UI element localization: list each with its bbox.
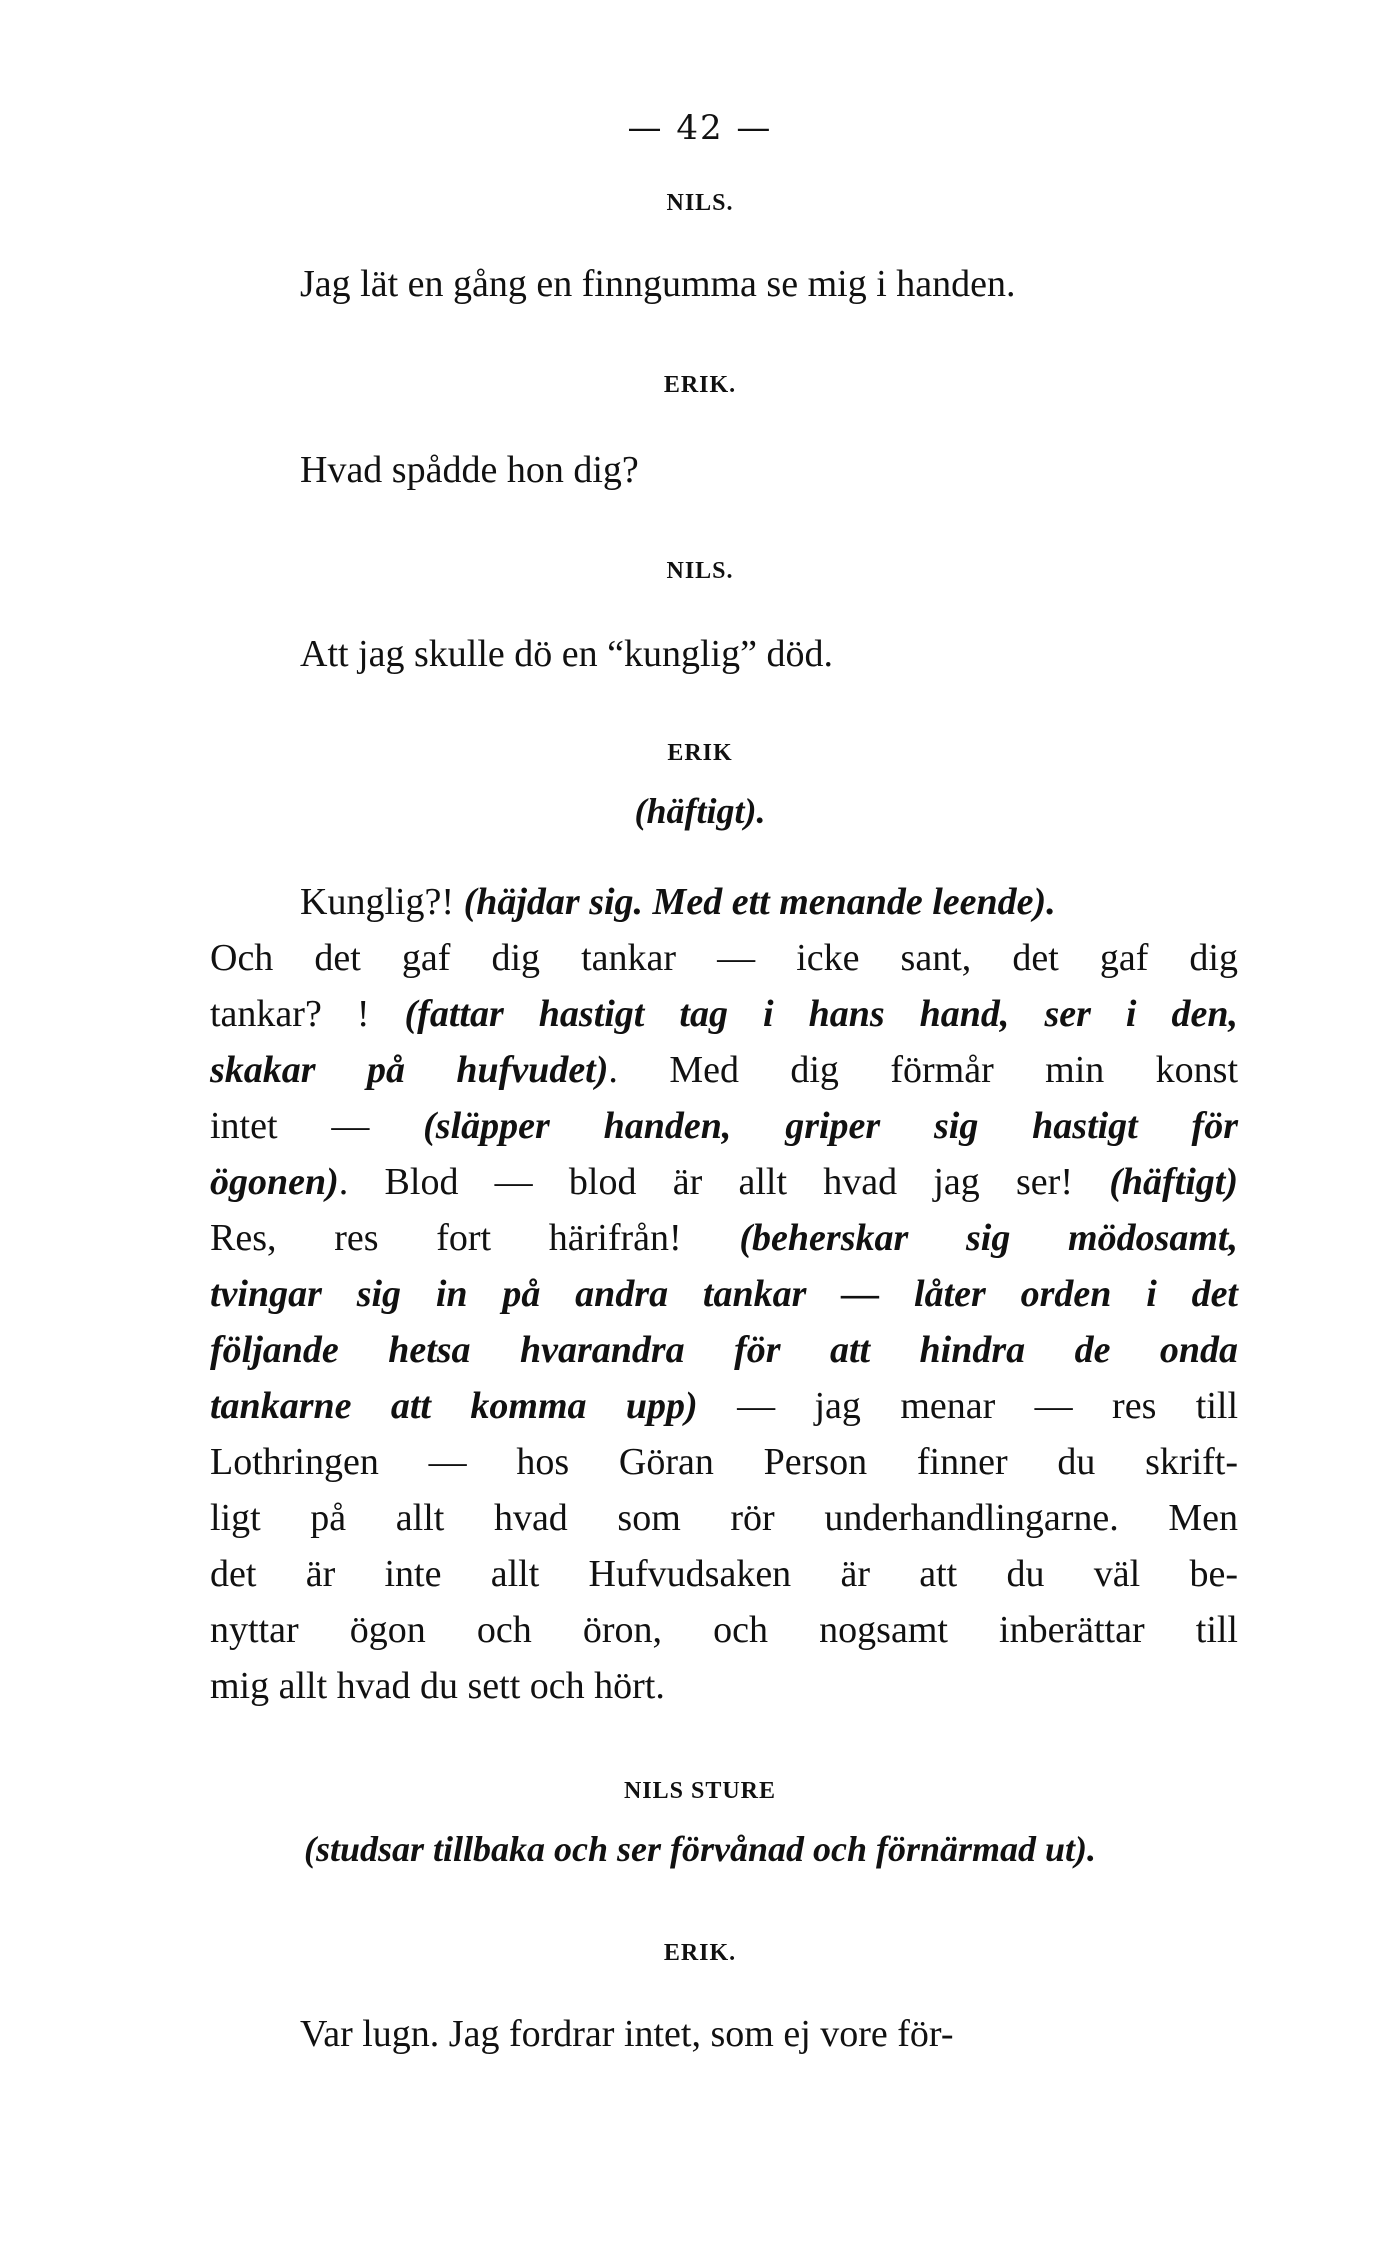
speech-text: Res, res fort härifrån!	[210, 1217, 740, 1259]
speech-text: . Med dig förmår min konst	[608, 1049, 1239, 1091]
speech-text: nyttar ögon och öron, och nogsamt inberättar till	[210, 1609, 1238, 1651]
speech-line	[210, 1328, 1238, 1372]
speech-text: Lothringen — hos Göran Person finner du skrift-	[210, 1441, 1238, 1483]
speech-line	[210, 1608, 1238, 1652]
speech-line	[210, 1496, 1238, 1540]
dialogue-line: Var lugn. Jag fordrar intet, som ej vore för-	[300, 2013, 954, 2055]
speech-text: Och det gaf dig tankar — icke sant, det gaf dig	[210, 937, 1238, 979]
stage-direction-inline: följande hetsa hvarandra för att hindra de onda	[210, 1329, 1238, 1371]
speech-line	[300, 880, 1056, 924]
speech-text: Kunglig?!	[300, 881, 464, 923]
speech-line	[210, 1272, 1238, 1316]
stage-direction-inline: ögonen)	[210, 1161, 339, 1203]
speech-line	[210, 1048, 1238, 1092]
speech-line	[210, 992, 1238, 1036]
stage-direction-inline: (beherskar sig mödosamt,	[739, 1217, 1238, 1259]
speech-text: — jag menar — res till	[697, 1385, 1238, 1427]
speaker-name: NILS.	[666, 558, 734, 584]
speaker-name: NILS STURE	[623, 1778, 777, 1804]
dialogue-line: Hvad spådde hon dig?	[300, 449, 639, 491]
stage-direction-inline: tankarne att komma upp)	[210, 1385, 698, 1427]
speaker-name: ERIK.	[663, 372, 737, 398]
speaker-name: ERIK.	[663, 1940, 737, 1966]
stage-direction-inline: tvingar sig in på andra tankar — låter orden i det	[210, 1273, 1238, 1315]
speech-line	[210, 1384, 1238, 1428]
speech-line	[210, 1440, 1238, 1484]
speech-text: det är inte allt Hufvudsaken är att du väl be-	[210, 1553, 1238, 1595]
dialogue-line: Jag lät en gång en finngumma se mig i handen.	[300, 263, 1016, 305]
stage-direction-inline: skakar på hufvudet)	[210, 1049, 609, 1091]
stage-direction-inline: (fattar hastigt tag i hans hand, ser i den,	[404, 993, 1239, 1035]
stage-direction: (studsar tillbaka och ser förvånad och förnärmad ut).	[303, 1829, 1097, 1869]
speaker-name: NILS.	[666, 190, 734, 216]
stage-direction-inline: (släpper handen, griper sig hastigt för	[423, 1105, 1238, 1147]
speech-line	[210, 1552, 1238, 1596]
page-number: — 42 —	[627, 108, 773, 148]
dialogue-line: Att jag skulle dö en “kunglig” död.	[300, 633, 833, 675]
speaker-name: ERIK	[667, 740, 733, 766]
speech-text: mig allt hvad du sett och hört.	[210, 1665, 665, 1707]
speech-line	[210, 936, 1238, 980]
speech-text: ligt på allt hvad som rör underhandlingarne. Men	[210, 1497, 1238, 1539]
speech-line	[210, 1104, 1238, 1148]
speech-text: tankar? !	[210, 993, 405, 1035]
speech-text: intet —	[210, 1105, 424, 1147]
speech-text: . Blod — blod är allt hvad jag ser!	[338, 1161, 1110, 1203]
speech-line	[210, 1216, 1238, 1260]
stage-direction-inline: (häftigt)	[1109, 1161, 1238, 1203]
speech-line	[210, 1664, 1238, 1708]
speech-line	[210, 1160, 1238, 1204]
stage-direction: (häftigt).	[634, 791, 766, 831]
stage-direction-inline: (häjdar sig. Med ett menande leende).	[463, 881, 1056, 923]
